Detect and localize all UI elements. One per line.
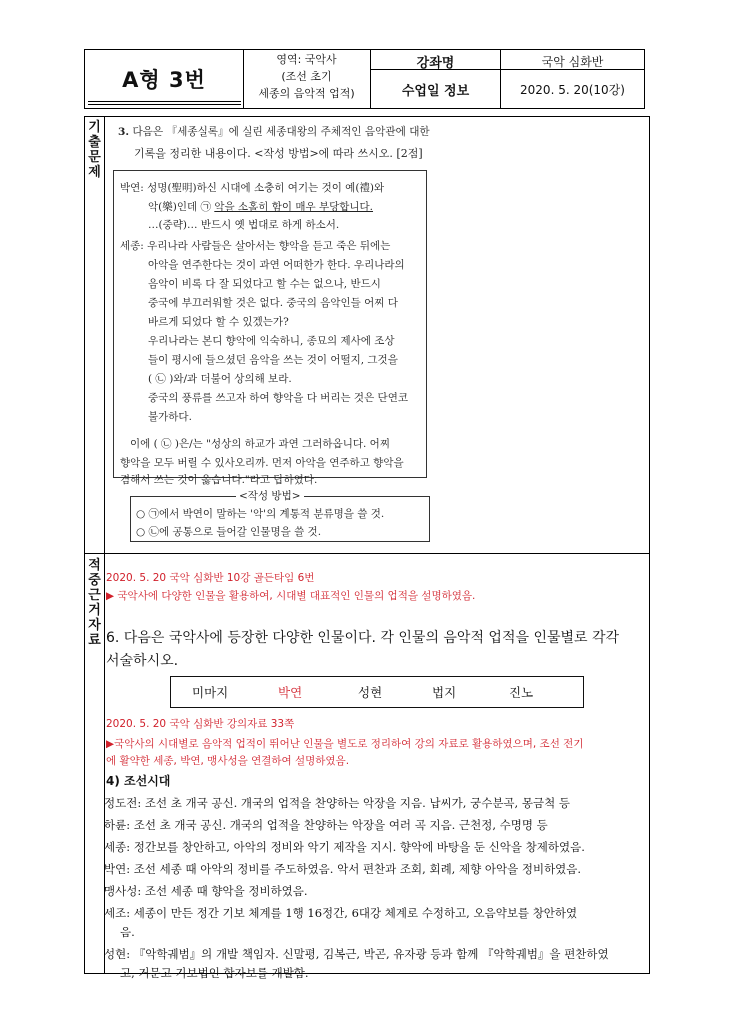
reference-2-note-1: ▶국악사의 시대별로 음악적 업적이 뛰어난 인물을 별도로 정리하여 강의 자료로 활용하였으며, 조선 전기 bbox=[106, 738, 584, 750]
question-line-2: 기록을 정리한 내용이다. <작성 방법>에 따라 쓰시오. [2점] bbox=[134, 147, 423, 160]
record-line: 향악을 모두 버릴 수 있사오리까. 먼저 아악을 연주하고 향악을 bbox=[120, 457, 404, 469]
record-line: 우리나라는 본디 향악에 익숙하니, 종묘의 제사에 조상 bbox=[148, 335, 395, 347]
name-item: 성현 bbox=[358, 685, 383, 700]
question-6-line-1: 6. 다음은 국악사에 등장한 다양한 인물이다. 각 인물의 음악적 업적을 인물별로 각각 bbox=[106, 630, 620, 646]
area-line-1: 영역: 국악사 bbox=[276, 53, 337, 66]
record-line: 중국의 풍류를 쓰고자 하여 향악을 다 버리는 것은 단연코 bbox=[148, 392, 408, 404]
class-info-label: 수업일 정보 bbox=[401, 84, 470, 99]
record-line: 세종: 우리나라 사람들은 살아서는 향악을 듣고 죽은 뒤에는 bbox=[120, 240, 391, 252]
section-title: 4) 조선시대 bbox=[106, 774, 171, 788]
method-item-2: ○ ㉡에 공통으로 들어갈 인물명을 쓸 것. bbox=[136, 526, 322, 538]
record-line: 음악이 비록 다 잘 되었다고 할 수는 없으나, 반드시 bbox=[148, 278, 381, 290]
exam-type-title: A형 3번 bbox=[122, 68, 206, 92]
underlined-phrase: 악을 소홀히 함이 매우 부당합니다. bbox=[214, 201, 374, 213]
reference-2-note-2: 에 활약한 세종, 박연, 맹사성을 연결하여 설명하였음. bbox=[106, 755, 350, 767]
record-line: 이에 ( ㉡ )은/는 "성상의 하교가 과연 그러하옵니다. 어찌 bbox=[130, 438, 390, 450]
person-entry-ha-ryun: 하륜: 조선 초 개국 공신. 개국의 업적을 찬양하는 악장을 여러 곡 지음. 근천정, 수명명 등 bbox=[104, 818, 548, 832]
person-entry-seong-hyeon: 성현: 『악학궤범』의 개발 책임자. 신말평, 김복근, 박곤, 유자광 등과 함께 『악학궤범』을 편찬하였 bbox=[104, 947, 609, 961]
reference-2: 2020. 5. 20 국악 심화반 강의자료 33쪽 bbox=[106, 718, 295, 730]
reference-1: 2020. 5. 20 국악 심화반 10강 골든타임 6번 bbox=[106, 572, 315, 584]
material-side-label: 적 중 근 거 자 료 bbox=[88, 558, 101, 648]
course-label: 강좌명 bbox=[416, 56, 455, 71]
record-line: 겸해서 쓰는 것이 옳습니다."라고 답하였다. bbox=[120, 474, 318, 486]
record-line: …(중략)… 반드시 옛 법대로 하게 하소서. bbox=[148, 219, 340, 231]
record-line: 들이 평시에 들으셨던 음악을 쓰는 것이 어떨지, 그것을 bbox=[148, 354, 398, 366]
person-entry-seong-hyeon-cont: 고, 거문고 기보법인 합자보를 개발함. bbox=[120, 966, 309, 980]
record-line: 불가하다. bbox=[148, 411, 192, 423]
person-entry-maeng-saseong: 맹사성: 조선 세종 때 향악을 정비하였음. bbox=[104, 884, 308, 898]
question-line-1: 3. 다음은 『세종실록』에 실린 세종대왕의 주체적인 음악관에 대한 bbox=[118, 126, 430, 138]
person-entry-sejo: 세조: 세종이 만든 정간 기보 체계를 1행 16정간, 6대강 체계로 수정하고, 오음약보를 창안하였 bbox=[104, 906, 578, 920]
reference-1-note: ▶ 국악사에 다양한 인물을 활용하여, 시대별 대표적인 인물의 업적을 설명하였음. bbox=[106, 590, 476, 602]
course-value: 국악 심화반 bbox=[541, 55, 604, 69]
area-line-3: 세종의 음악적 업적) bbox=[258, 87, 355, 100]
class-info-value: 2020. 5. 20(10강) bbox=[520, 83, 625, 97]
record-line: ( ㉡ )와/과 더불어 상의해 보라. bbox=[148, 373, 292, 385]
person-entry-sejo-cont: 음. bbox=[120, 925, 135, 939]
exam-side-label: 기 출 문 제 bbox=[88, 120, 101, 180]
person-entry-park-yeon: 박연: 조선 세종 때 아악의 정비를 주도하였음. 악서 편찬과 조회, 회례, 제향 아악을 정비하였음. bbox=[104, 862, 582, 876]
record-line: 박연: 성명(聖明)하신 시대에 소충히 여기는 것이 예(禮)와 bbox=[120, 182, 385, 194]
person-entry-jeong-dojeon: 정도전: 조선 초 개국 공신. 개국의 업적을 찬양하는 악장을 지음. 납씨가, 궁수분곡, 몽금척 등 bbox=[104, 796, 570, 810]
name-item: 진노 bbox=[509, 685, 534, 700]
person-entry-sejong: 세종: 정간보를 창안하고, 아악의 정비와 악기 제작을 지시. 향악에 바탕을 둔 신악을 창제하였음. bbox=[104, 840, 585, 854]
record-line: 중국에 부끄러워할 것은 없다. 중국의 음악인들 어찌 다 bbox=[148, 297, 398, 309]
record-line: 아악을 연주한다는 것이 과연 어떠한가 한다. 우리나라의 bbox=[148, 259, 405, 271]
name-item: 법지 bbox=[432, 685, 457, 700]
name-item: 미마지 bbox=[192, 685, 229, 700]
question-6-line-2: 서술하시오. bbox=[106, 653, 179, 669]
question-number: 3. bbox=[118, 126, 130, 138]
area-line-2: (조선 초기 bbox=[281, 70, 332, 83]
record-line: 바르게 되었다 할 수 있겠는가? bbox=[148, 316, 289, 328]
record-line: 악(樂)인데 ㉠ 악을 소홀히 함이 매우 부당합니다. bbox=[148, 201, 374, 213]
name-item-highlighted: 박연 bbox=[278, 685, 303, 700]
area-info bbox=[244, 51, 369, 107]
method-item-1: ○ ㉠에서 박연이 말하는 '악'의 계통적 분류명을 쓸 것. bbox=[136, 508, 385, 520]
method-title: <작성 방법> bbox=[236, 488, 304, 503]
